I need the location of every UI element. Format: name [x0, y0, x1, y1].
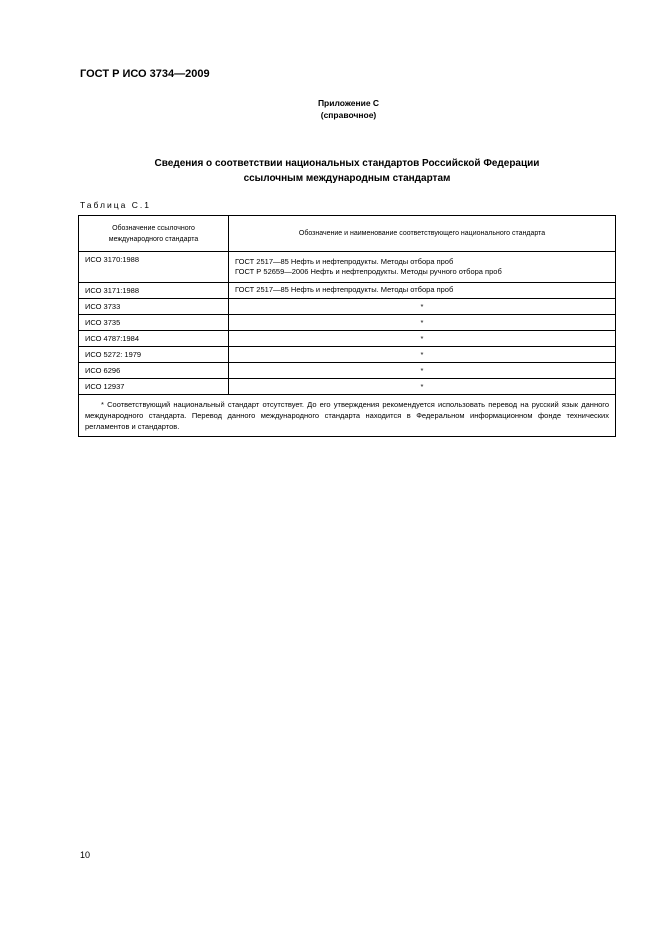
table-row — [79, 347, 616, 363]
national-standard-name: ГОСТ 2517—85 Нефть и нефтепродукты. Методы отбора проб — [229, 283, 616, 299]
no-equivalent-mark: * — [229, 331, 616, 347]
table-row — [79, 331, 616, 347]
footnote-text: * Соответствующий национальный стандарт отсутствует. До его утверждения рекомендуется использовать перевод на русский язык данного международного стандарта. Перевод данного международного стандарта находится в Федеральном информационном фонде технических регламентов и стандартов. — [85, 400, 609, 431]
national-standard-name: ГОСТ Р 52659—2006 Нефть и нефтепродукты. Методы ручного отбора проб — [235, 267, 502, 276]
header-national-standard: Обозначение и наименование соответствующего национального стандарта — [229, 216, 616, 252]
no-equivalent-mark: * — [229, 347, 616, 363]
table-row — [79, 283, 616, 299]
table-footnote-row — [79, 395, 616, 437]
table-caption: Таблица С.1 — [80, 200, 151, 210]
standards-correspondence-table — [78, 215, 616, 437]
page-number: 10 — [80, 850, 91, 860]
table-row — [79, 379, 616, 395]
table-row — [79, 315, 616, 331]
table-row — [79, 363, 616, 379]
table-header-row — [79, 216, 616, 252]
national-standard-cell — [229, 252, 616, 283]
table-row — [79, 252, 616, 283]
international-standard-code: ИСО 3735 — [79, 315, 229, 331]
international-standard-code: ИСО 3171:1988 — [79, 283, 229, 299]
section-title-line1: Сведения о соответствии национальных стандартов Российской Федерации — [154, 158, 540, 169]
annex-heading — [0, 97, 661, 121]
international-standard-code: ИСО 5272: 1979 — [79, 347, 229, 363]
annex-subtitle: (справочное) — [320, 110, 377, 120]
no-equivalent-mark: * — [229, 299, 616, 315]
international-standard-code: ИСО 3733 — [79, 299, 229, 315]
table-row — [79, 299, 616, 315]
international-standard-code: ИСО 4787:1984 — [79, 331, 229, 347]
no-equivalent-mark: * — [229, 379, 616, 395]
document-code: ГОСТ Р ИСО 3734—2009 — [80, 68, 210, 80]
no-equivalent-mark: * — [229, 315, 616, 331]
table-footnote — [79, 395, 616, 437]
header-international-standard: Обозначение ссылочного международного стандарта — [79, 216, 229, 252]
international-standard-code: ИСО 12937 — [79, 379, 229, 395]
section-title-line2: ссылочным международным стандартам — [243, 173, 451, 184]
national-standard-name: ГОСТ 2517—85 Нефть и нефтепродукты. Методы отбора проб — [235, 256, 454, 266]
annex-title: Приложение С — [317, 98, 380, 108]
no-equivalent-mark: * — [229, 363, 616, 379]
international-standard-code: ИСО 3170:1988 — [79, 252, 229, 283]
international-standard-code: ИСО 6296 — [79, 363, 229, 379]
section-title — [80, 156, 614, 186]
